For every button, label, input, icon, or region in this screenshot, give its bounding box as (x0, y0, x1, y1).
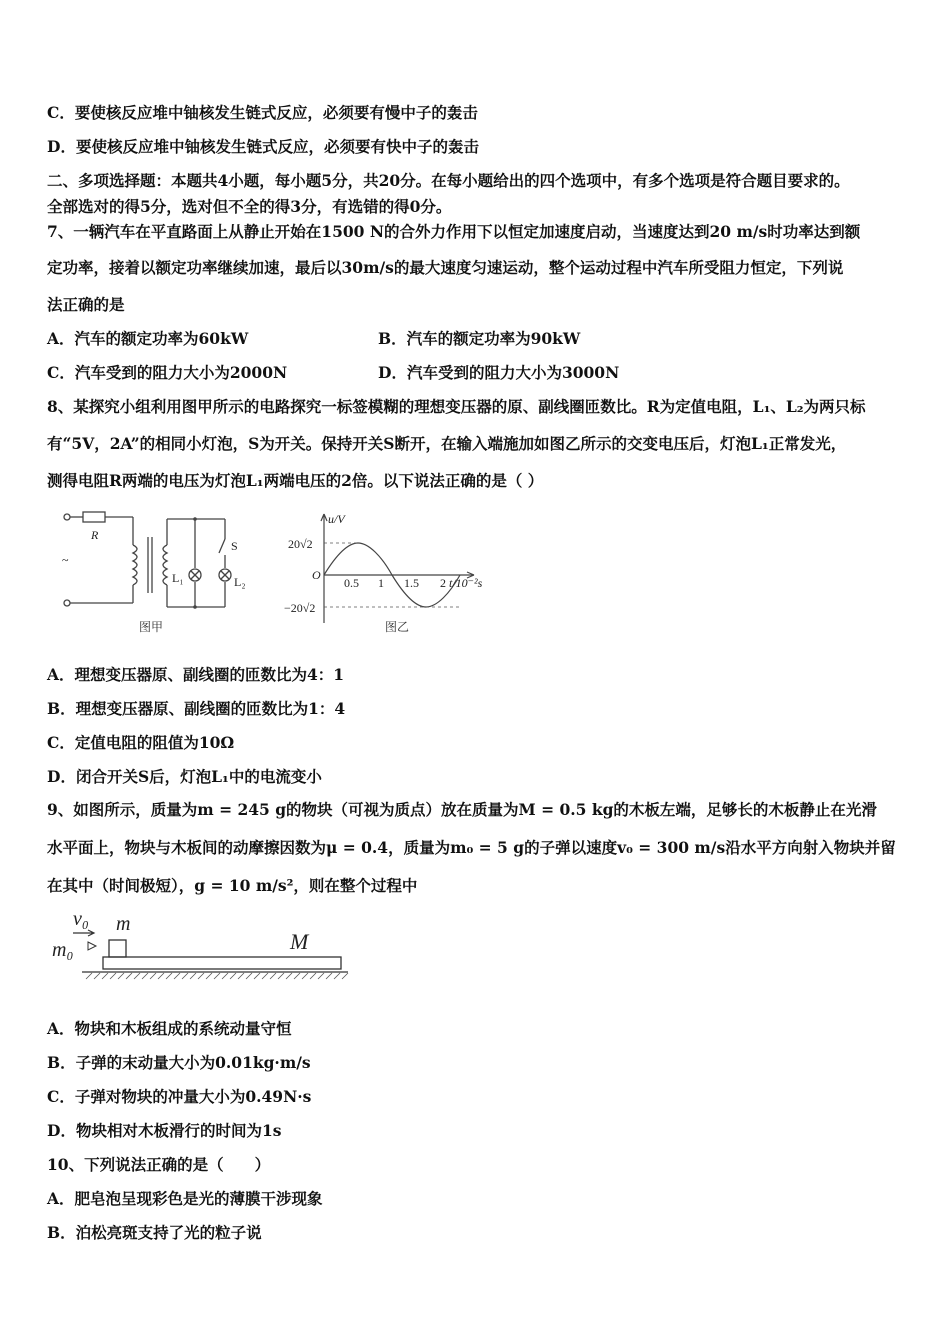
q7-stem-2: 定功率，接着以额定功率继续加速，最后以30m/s的最大速度匀速运动，整个运动过程中汽车所受阻力恒定，下列说 (47, 258, 844, 277)
q10-stem: 10、下列说法正确的是（ ） (47, 1155, 271, 1174)
label-r: R (91, 528, 99, 542)
tick-2: 2 (440, 576, 446, 590)
q10-option-b: B．泊松亮斑支持了光的粒子说 (47, 1223, 262, 1242)
q7-option-b: B．汽车的额定功率为90kW (378, 329, 581, 348)
q8-option-c: C．定值电阻的阻值为10Ω (47, 733, 235, 752)
q7-option-d: D．汽车受到的阻力大小为3000N (378, 363, 620, 382)
q9-stem-2: 水平面上，物块与木板间的动摩擦因数为μ = 0.4，质量为m₀ = 5 g的子弹以速度v₀ = 300 m/s沿水平方向射入物块并留 (47, 838, 896, 857)
circuit-diagram (55, 505, 270, 640)
q10-option-a: A．肥皂泡呈现彩色是光的薄膜干涉现象 (47, 1189, 323, 1208)
caption-jia: 图甲 (139, 620, 164, 634)
section-heading-2: 全部选对的得5分，选对但不全的得3分，有选错的得0分。 (47, 197, 452, 216)
label-board-m: M (290, 929, 309, 954)
block-board-diagram (48, 906, 353, 986)
primary-coil (133, 545, 137, 585)
caption-yi: 图乙 (385, 620, 410, 634)
block-m (109, 940, 126, 957)
q9-option-a: A．物块和木板组成的系统动量守恒 (47, 1019, 292, 1038)
q8-stem-3: 测得电阻R两端的电压为灯泡L₁两端电压的2倍。以下说法正确的是（ ） (47, 471, 544, 490)
x-axis-label: t/10⁻²s (449, 576, 483, 590)
q9-stem-1: 9、如图所示，质量为m = 245 g的物块（可视为质点）放在质量为M = 0.5 kg的木板左端，足够长的木板静止在光滑 (47, 800, 877, 819)
secondary-coil (163, 545, 167, 585)
q9-stem-3: 在其中（时间极短），g = 10 m/s²，则在整个过程中 (47, 876, 418, 895)
label-s: S (231, 539, 238, 553)
q7-stem-1: 7、一辆汽车在平直路面上从静止开始在1500 N的合外力作用下以恒定加速度启动，当速度达到20 m/s时功率达到额 (47, 222, 861, 241)
label-l2: L₂ (234, 575, 246, 589)
origin-label: O (312, 568, 321, 582)
q9-option-b: B．子弹的末动量大小为0.01kg·m/s (47, 1053, 311, 1072)
board (103, 957, 341, 969)
label-ac: ~ (62, 553, 69, 567)
y-min-label: −20√2 (284, 601, 316, 615)
waveform-chart (282, 508, 497, 640)
label-m: m (116, 913, 131, 935)
option-d-prev: D．要使核反应堆中铀核发生链式反应，必须要有快中子的轰击 (47, 137, 479, 156)
q8-option-a: A．理想变压器原、副线圈的匝数比为4：1 (47, 665, 345, 684)
tick-1: 1 (378, 576, 384, 590)
q7-option-c: C．汽车受到的阻力大小为2000N (47, 363, 288, 382)
ground-hatch (86, 973, 348, 979)
tick-0-5: 0.5 (344, 576, 359, 590)
velocity-arrow (73, 930, 94, 936)
bullet (88, 942, 96, 950)
q8-option-d: D．闭合开关S后，灯泡L₁中的电流变小 (47, 767, 322, 786)
q8-stem-1: 8、某探究小组利用图甲所示的电路探究一标签模糊的理想变压器的原、副线圈匝数比。R为定值电阻，L₁、L₂为两只标 (47, 397, 866, 416)
label-l1: L₁ (172, 571, 184, 585)
q7-option-a: A．汽车的额定功率为60kW (47, 329, 249, 348)
q8-option-b: B．理想变压器原、副线圈的匝数比为1：4 (47, 699, 346, 718)
option-c-prev: C．要使核反应堆中铀核发生链式反应，必须要有慢中子的轰击 (47, 103, 478, 122)
y-max-label: 20√2 (288, 537, 313, 551)
y-axis-label: u/V (328, 512, 345, 526)
q9-option-c: C．子弹对物块的冲量大小为0.49N·s (47, 1087, 312, 1106)
label-v0: v₀ (73, 908, 89, 930)
resistor-r (83, 512, 105, 522)
q7-stem-3: 法正确的是 (47, 295, 125, 314)
section-heading: 二、多项选择题：本题共4小题，每小题5分，共20分。在每小题给出的四个选项中，有多个选项是符合题目要求的。 (47, 171, 850, 190)
tick-1-5: 1.5 (404, 576, 419, 590)
label-m0: m₀ (52, 939, 74, 961)
q9-option-d: D．物块相对木板滑行的时间为1s (47, 1121, 282, 1140)
q8-stem-2: 有“5V，2A”的相同小灯泡，S为开关。保持开关S断开，在输入端施加如图乙所示的交变电压后，灯泡L₁正常发光， (47, 434, 847, 453)
switch-s (219, 539, 225, 553)
